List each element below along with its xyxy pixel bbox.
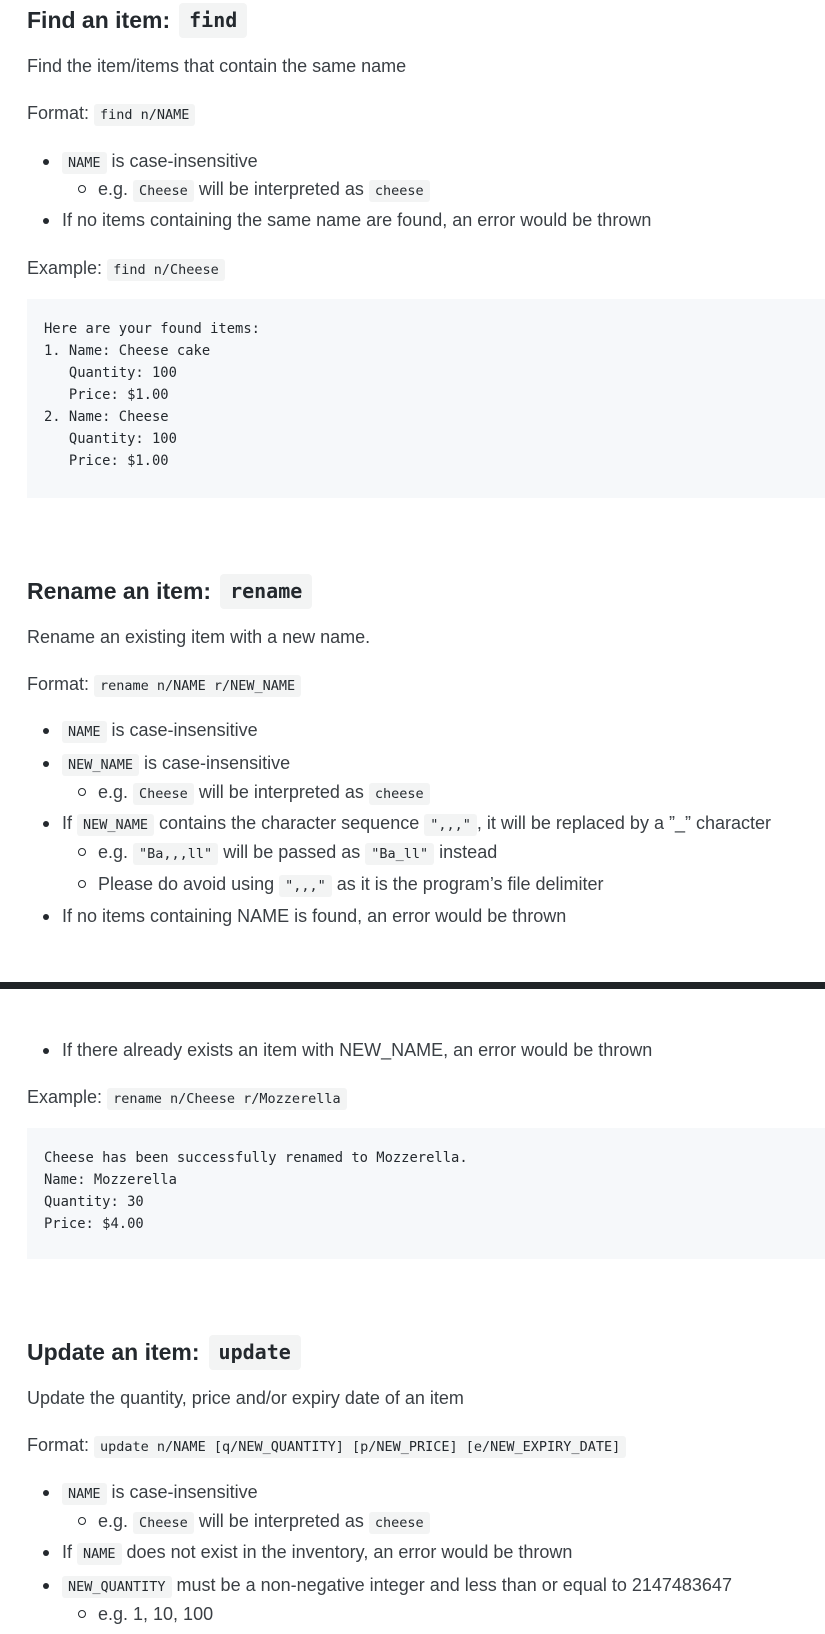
rename-format-code: rename n/NAME r/NEW_NAME xyxy=(94,675,301,697)
find-description: Find the item/items that contain the same name xyxy=(27,56,407,76)
update-heading-command: update xyxy=(209,1335,301,1370)
rename-section xyxy=(27,571,825,611)
list-item xyxy=(27,149,825,175)
find-s1-mid: will be interpreted as xyxy=(193,179,369,199)
update-heading-title: Update an item: xyxy=(27,1338,200,1365)
list-item xyxy=(27,1480,825,1506)
update-b2-text: does not exist in the inventory, an error would be thrown xyxy=(121,1542,573,1562)
rename-example xyxy=(27,1085,825,1111)
rename-s2-code-b: "Ba_ll" xyxy=(365,843,434,865)
update-description: Update the quantity, price and/or expiry date of an item xyxy=(27,1388,464,1408)
find-b1-text: is case-insensitive xyxy=(106,151,258,171)
list-item xyxy=(27,718,825,744)
update-b3-code: NEW_QUANTITY xyxy=(62,1576,172,1598)
list-item xyxy=(27,840,825,866)
rename-s2-mid: will be passed as xyxy=(218,842,366,862)
rename-s2-code-a: "Ba,,,ll" xyxy=(133,843,218,865)
rename-heading-title: Rename an item: xyxy=(27,577,212,604)
update-s1-prefix: e.g. xyxy=(98,1511,134,1531)
update-b1-code: NAME xyxy=(62,1483,107,1505)
rename-sub-2 xyxy=(27,840,825,866)
rename-b5-text: If there already exists an item with NEW_NAME, an error would be thrown xyxy=(62,1040,653,1060)
rename-s2-suffix: instead xyxy=(434,842,498,862)
rename-b3-code-a: NEW_NAME xyxy=(77,814,154,836)
list-item xyxy=(27,780,825,806)
find-heading-title: Find an item: xyxy=(27,6,171,33)
find-example xyxy=(27,256,825,282)
list-item xyxy=(27,904,825,928)
rename-b3-prefix: If xyxy=(62,813,78,833)
list-item xyxy=(27,811,825,837)
rename-s3-code: ",,," xyxy=(279,875,332,897)
find-b2-text: If no items containing the same name are found, an error would be thrown xyxy=(62,210,652,230)
list-item xyxy=(27,177,825,203)
update-s1-mid: will be interpreted as xyxy=(193,1511,369,1531)
update-section xyxy=(27,1332,825,1372)
rename-b2-text: is case-insensitive xyxy=(139,753,291,773)
update-heading xyxy=(27,1332,825,1372)
find-s1-prefix: e.g. xyxy=(98,179,134,199)
rename-output-block: Cheese has been successfully renamed to Mozzerella. Name: Mozzerella Quantity: 30 Price: $4.00 xyxy=(27,1128,825,1259)
rename-example-label: Example: xyxy=(27,1087,103,1107)
update-b2-prefix: If xyxy=(62,1542,78,1562)
update-format xyxy=(27,1433,825,1459)
rename-b2-code: NEW_NAME xyxy=(62,754,139,776)
rename-s1-code-b: cheese xyxy=(369,783,430,805)
update-sub-1 xyxy=(27,1509,825,1535)
rename-b4-text: If no items containing NAME is found, an error would be thrown xyxy=(62,906,567,926)
update-sub-2 xyxy=(27,1602,825,1626)
update-s1-code-a: Cheese xyxy=(133,1512,194,1534)
rename-bullet-4 xyxy=(27,904,825,928)
page-divider xyxy=(0,982,825,989)
find-b1-code: NAME xyxy=(62,152,107,174)
find-output-block: Here are your found items: 1. Name: Cheese cake Quantity: 100 Price: $1.00 2. Name: Cheese Quantity: 100 Price: $1.00 xyxy=(27,299,825,498)
rename-s3-prefix: Please do avoid using xyxy=(98,874,280,894)
find-format-code: find n/NAME xyxy=(94,104,195,126)
rename-description: Rename an existing item with a new name. xyxy=(27,627,371,647)
rename-b3-mid: contains the character sequence xyxy=(154,813,425,833)
rename-s1-prefix: e.g. xyxy=(98,782,134,802)
find-format-label: Format: xyxy=(27,103,90,123)
find-bullets xyxy=(27,149,825,175)
update-b2-code: NAME xyxy=(77,1543,122,1565)
rename-b3-suffix: , it will be replaced by a ”_” character xyxy=(476,813,771,833)
find-s1-code-a: Cheese xyxy=(133,180,194,202)
find-format xyxy=(27,101,825,127)
find-example-code: find n/Cheese xyxy=(107,259,225,281)
list-item xyxy=(27,1038,825,1062)
rename-sub-3 xyxy=(27,872,825,898)
rename-bullet-1 xyxy=(27,718,825,744)
rename-b3-code-b: ",,," xyxy=(424,814,477,836)
find-heading-command: find xyxy=(179,3,247,38)
rename-bullet-5 xyxy=(27,1038,825,1062)
update-s2-text: e.g. 1, 10, 100 xyxy=(98,1604,214,1624)
find-sub-bullets xyxy=(27,177,825,203)
update-format-label: Format: xyxy=(27,1435,90,1455)
rename-format xyxy=(27,672,825,698)
list-item xyxy=(27,751,825,777)
update-format-code: update n/NAME [q/NEW_QUANTITY] [p/NEW_PRICE] [e/NEW_EXPIRY_DATE] xyxy=(94,1436,626,1458)
list-item xyxy=(27,1602,825,1626)
rename-s2-prefix: e.g. xyxy=(98,842,134,862)
rename-b1-text: is case-insensitive xyxy=(106,720,258,740)
rename-format-label: Format: xyxy=(27,674,90,694)
list-item xyxy=(27,1573,825,1599)
rename-heading xyxy=(27,571,825,611)
list-item xyxy=(27,208,825,232)
update-bullet-2 xyxy=(27,1540,825,1566)
list-item xyxy=(27,1509,825,1535)
rename-s1-mid: will be interpreted as xyxy=(193,782,369,802)
list-item xyxy=(27,1540,825,1566)
list-item xyxy=(27,872,825,898)
rename-bullet-3 xyxy=(27,811,825,837)
rename-sub-1 xyxy=(27,780,825,806)
update-bullet-3 xyxy=(27,1573,825,1599)
update-b1-text: is case-insensitive xyxy=(106,1482,258,1502)
rename-b1-code: NAME xyxy=(62,721,107,743)
rename-bullet-2 xyxy=(27,751,825,777)
find-section xyxy=(27,0,825,40)
update-bullet-1 xyxy=(27,1480,825,1506)
update-s1-code-b: cheese xyxy=(369,1512,430,1534)
find-s1-code-b: cheese xyxy=(369,180,430,202)
rename-s1-code-a: Cheese xyxy=(133,783,194,805)
find-example-label: Example: xyxy=(27,258,103,278)
rename-s3-suffix: as it is the program’s file delimiter xyxy=(331,874,604,894)
find-bullets-2 xyxy=(27,208,825,232)
find-heading xyxy=(27,0,825,40)
rename-example-code: rename n/Cheese r/Mozzerella xyxy=(107,1088,347,1110)
update-b3-text: must be a non-negative integer and less than or equal to 2147483647 xyxy=(171,1575,732,1595)
rename-heading-command: rename xyxy=(220,574,312,609)
